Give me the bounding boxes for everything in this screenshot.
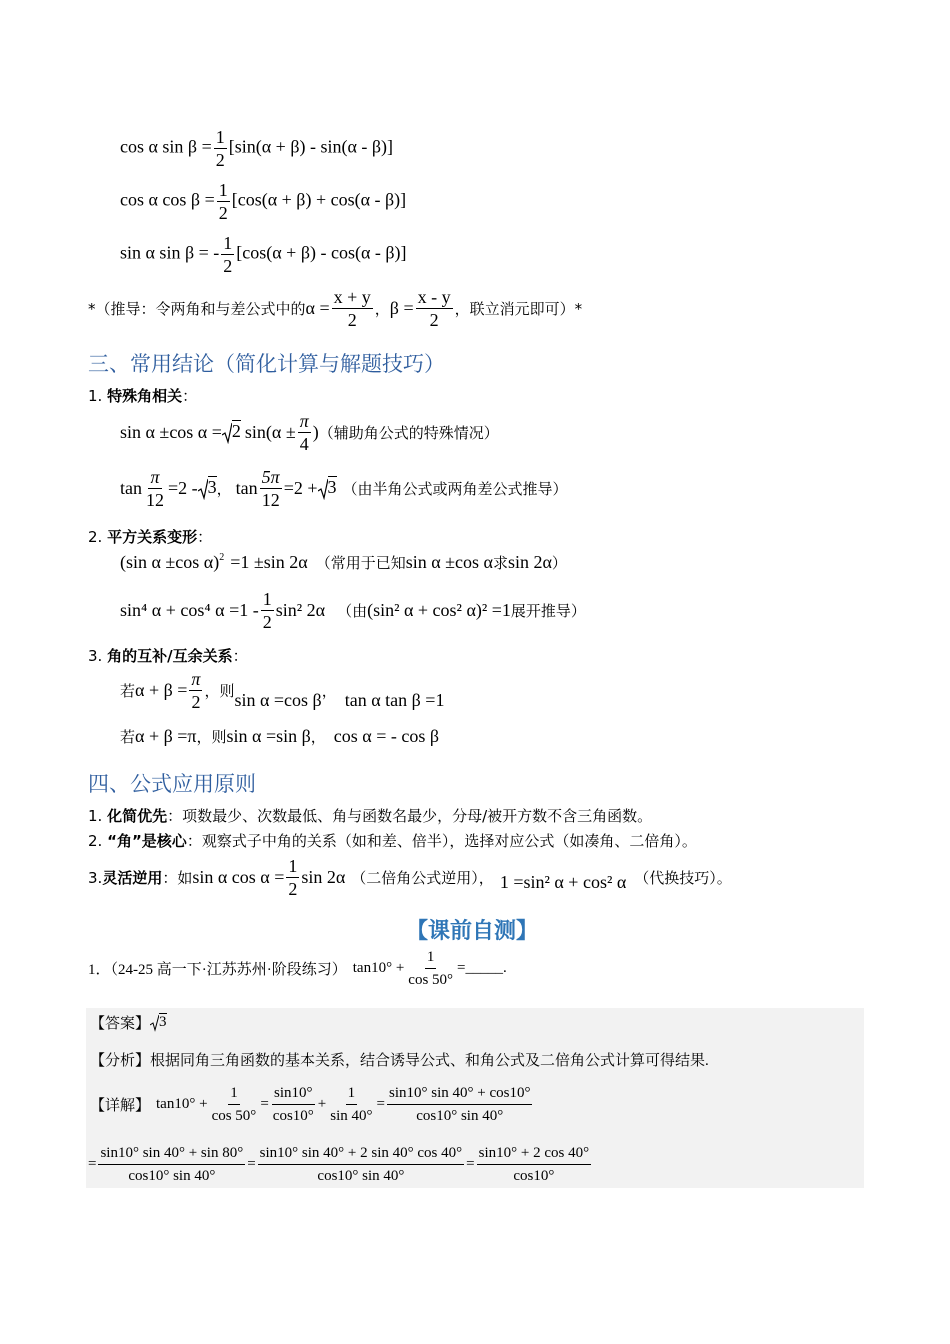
fraction: $\frac{\sin 10^\circ}{\cos 10^\circ}$ xyxy=(271,1082,316,1127)
fraction: $\frac{5\pi}{12}$ xyxy=(261,467,280,510)
fraction: $\frac{\pi}{4}$ xyxy=(299,411,309,454)
fraction: $\frac{1}{\cos 50^\circ}$ xyxy=(406,946,455,991)
fraction: $\frac{x - y}{2}$ xyxy=(417,287,451,330)
fraction: $\frac{1}{2}$ xyxy=(288,856,298,899)
item-special-angles: 1. 特殊角相关： xyxy=(88,387,198,405)
principle-angle: 2. “角”是核心：观察式子中角的关系（如和差、倍半），选择对应公式（如凑角、二倍角）。 xyxy=(88,832,697,850)
fraction: $\frac{x + y}{2}$ xyxy=(333,287,371,330)
question-1: 1．（24-25 高一下·江苏苏州·阶段练习） tan10° + $\frac{1}{\cos 50^\circ}$ =_____. xyxy=(88,946,507,991)
formula-square-sum: (sin α ±cos α) 2 =1 ±sin 2α （常用于已知 sin α ±cos α 求 sin 2α ） xyxy=(120,552,567,572)
fraction: $\frac{1}{2}$ xyxy=(218,180,228,223)
fraction: $\frac{\pi}{2}$ xyxy=(191,669,201,712)
derivation-note: *（推导：令两角和与差公式中的 α = $\frac{x + y}{2}$ ， β = $\frac{x - y}{2}$ ，联立消元即可）* xyxy=(88,287,583,330)
fraction: $\frac{1}{2}$ xyxy=(223,233,233,276)
radical-sign xyxy=(222,422,232,444)
fraction: $\frac{\sin 10^\circ + 2 \cos 40^\circ}{\cos 10^\circ}$ xyxy=(477,1142,591,1187)
analysis-line: 【分析】根据同角三角函数的基本关系，结合诱导公式、和角公式及二倍角公式计算可得结果. xyxy=(90,1053,709,1069)
sqrt: 2 xyxy=(222,421,241,444)
fraction: $\frac{1}{\cos 50^\circ}$ xyxy=(210,1082,259,1127)
formula-auxiliary-angle: sin α ±cos α = 2 sin(α ± $\frac{\pi}{4}$ ) （辅助角公式的特殊情况） xyxy=(120,411,499,454)
sqrt: 3 xyxy=(150,1014,167,1032)
radical-sign xyxy=(150,1014,159,1032)
formula-cos-cos: cos α cos β = $\frac{1}{2}$ [cos(α + β) + cos(α - β)] xyxy=(120,180,407,223)
fraction: $\frac{1}{2}$ xyxy=(262,589,272,632)
detail-line-2: = $\frac{\sin 10^\circ \sin 40^\circ + \sin 80^\circ}{\cos 10^\circ \sin 40^\circ}$ = $\frac{\sin 10^\circ \sin 40^\circ + 2 \sin 40^\circ \cos 40^\circ}{\cos 10^\circ \sin 40^\circ}$ = $\frac{\sin 10^\circ + 2 \cos 40^\circ}{\cos 10^\circ}$ xyxy=(88,1142,593,1187)
fraction: $\frac{\sin 10^\circ \sin 40^\circ + \cos 10^\circ}{\cos 10^\circ \sin 40^\circ}$ xyxy=(387,1082,532,1127)
formula-tan-special: tan $\frac{\pi}{12}$ =2 - 3 ， tan $\frac{5\pi}{12}$ =2 + 3 （由半角公式或两角差公式推导） xyxy=(120,467,568,510)
detail-line-1: 【详解】 tan10° + $\frac{1}{\cos 50^\circ}$ = $\frac{\sin 10^\circ}{\cos 10^\circ}$ + $\frac{1}{\sin 40^\circ}$ = $\frac{\sin 10^\circ \sin 40^\circ + \cos 10^\circ}{\cos 10^\circ \sin 40^\circ}$ xyxy=(90,1082,534,1127)
answer-line: 【答案】 3 xyxy=(90,1013,167,1032)
principle-reverse: 3. 灵活逆用 ：如 sin α cos α = $\frac{1}{2}$ sin 2α （二倍角公式逆用）， 1 =sin² α + cos² α （代换技巧）。 xyxy=(88,856,732,899)
section-heading-4: 四、公式应用原则 xyxy=(88,772,256,796)
item-square-relations: 2. 平方关系变形： xyxy=(88,528,213,546)
formula-cos-sin: cos α sin β = $\frac{1}{2}$ [sin(α + β) - sin(α - β)] xyxy=(120,127,394,170)
item-complementary-angles: 3. 角的互补/互余关系： xyxy=(88,647,248,665)
principle-simplify: 1. 化简优先：项数最少、次数最低、角与函数名最少，分母/被开方数不含三角函数。 xyxy=(88,807,653,825)
formula-fourth-power: sin⁴ α + cos⁴ α =1 - $\frac{1}{2}$ sin² 2α （由 (sin² α + cos² α)² =1 展开推导） xyxy=(120,589,586,632)
radical-sign xyxy=(198,478,208,500)
sqrt: 3 xyxy=(198,477,217,500)
section-heading-3: 三、常用结论（简化计算与解题技巧） xyxy=(88,352,445,376)
fraction: $\frac{\pi}{12}$ xyxy=(146,467,164,510)
formula-complementary: 若 α + β = $\frac{\pi}{2}$ ，则 sin α =cos β ， tan α tan β =1 xyxy=(120,669,445,712)
sqrt: 3 xyxy=(318,477,337,500)
fraction: $\frac{1}{\sin 40^\circ}$ xyxy=(328,1082,374,1127)
radical-sign xyxy=(318,478,328,500)
formula-supplementary: 若 α + β =π ，则 sin α =sin β ， cos α = - cos β xyxy=(120,726,440,746)
fraction: $\frac{\sin 10^\circ \sin 40^\circ + \sin 80^\circ}{\cos 10^\circ \sin 40^\circ}$ xyxy=(98,1142,245,1187)
fraction: $\frac{1}{2}$ xyxy=(215,127,225,170)
fraction: $\frac{\sin 10^\circ \sin 40^\circ + 2 \sin 40^\circ \cos 40^\circ}{\cos 10^\circ \sin 40^\circ}$ xyxy=(258,1142,464,1187)
formula-sin-sin: sin α sin β = - $\frac{1}{2}$ [cos(α + β) - cos(α - β)] xyxy=(120,233,407,276)
pretest-title: 【课前自测】 xyxy=(406,919,539,944)
